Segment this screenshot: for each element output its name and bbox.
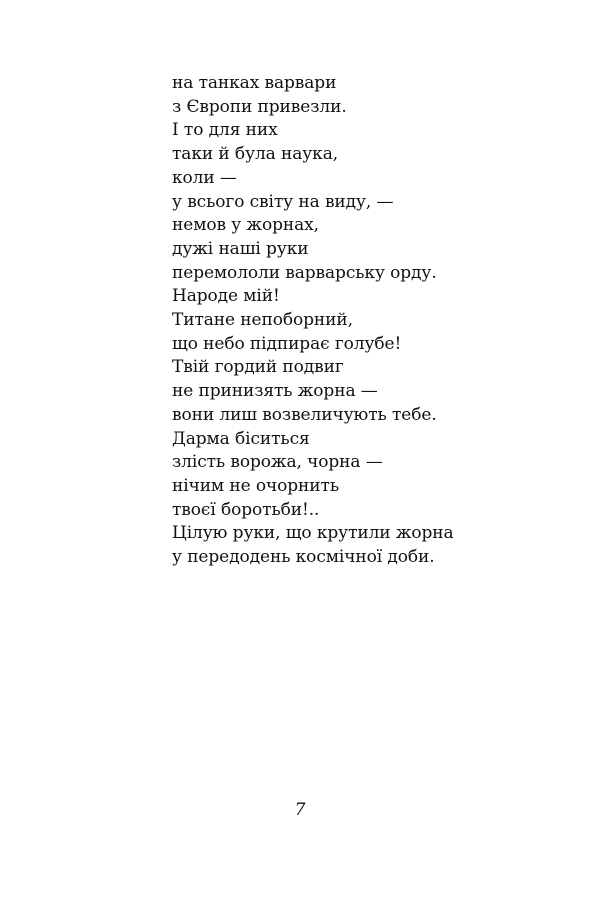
poem-line: що небо підпирає голубе! [172,333,402,354]
poem-line: немов у жорнах, [172,215,319,236]
page-number: 7 [294,800,306,820]
poem-line: Титане непоборний, [172,310,353,331]
poem-text [172,72,454,570]
poem-line: Дарма біситься [172,428,310,449]
poem-line: таки й була наука, [172,144,339,165]
poem-line: злість ворожа, чорна — [172,452,383,473]
poem-line: з Європи привезли. [172,96,347,117]
poem-line: Цілую руки, що крутили жорна [172,523,454,544]
poem-line: Твій гордий подвиг [172,357,344,378]
poem-line: І то для них [172,120,278,141]
poem-line: коли — [172,167,237,188]
poem-line: у передодень космічної доби. [172,547,435,568]
poem-line: перемололи варварську орду. [172,262,437,283]
poem-line: на танках варвари [172,73,337,93]
poem-line: у всього світу на виду, — [172,191,394,212]
poem-line: вони лиш возвеличують тебе. [172,404,437,425]
poem-line: твоєї боротьби!.. [172,499,320,520]
poem-line: нічим не очорнить [172,475,339,496]
poem-line: Народе мій! [172,286,280,307]
poem-line: не принизять жорна — [172,381,378,402]
poem-line: дужі наші руки [172,238,309,259]
